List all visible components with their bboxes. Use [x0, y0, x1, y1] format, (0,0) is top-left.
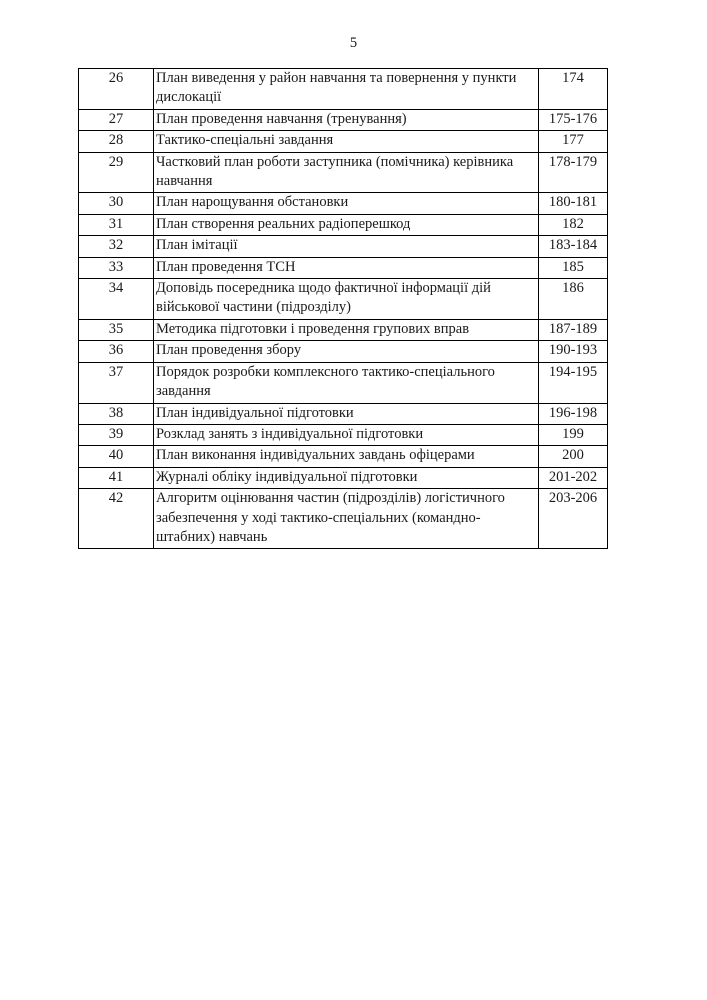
row-title-cell: План проведення збору	[154, 341, 539, 362]
row-number-cell: 29	[79, 152, 154, 193]
table-row	[79, 467, 608, 488]
row-number-cell: 36	[79, 341, 154, 362]
row-number-cell: 42	[79, 489, 154, 549]
row-title-cell: План створення реальних радіоперешкод	[154, 214, 539, 235]
table-row	[79, 152, 608, 193]
row-number-cell: 38	[79, 403, 154, 424]
row-title-cell: План нарощування обстановки	[154, 193, 539, 214]
table-row	[79, 446, 608, 467]
row-title-cell: План проведення навчання (тренування)	[154, 109, 539, 130]
row-pages-cell: 187-189	[539, 319, 608, 340]
row-pages-cell: 178-179	[539, 152, 608, 193]
table-row	[79, 341, 608, 362]
row-number-cell: 27	[79, 109, 154, 130]
row-number-cell: 40	[79, 446, 154, 467]
table-row	[79, 403, 608, 424]
table-row	[79, 131, 608, 152]
row-title-cell: Розклад занять з індивідуальної підготовки	[154, 424, 539, 445]
table-row	[79, 236, 608, 257]
row-pages-cell: 200	[539, 446, 608, 467]
table-row	[79, 424, 608, 445]
row-number-cell: 39	[79, 424, 154, 445]
table-row	[79, 109, 608, 130]
row-title-cell: План індивідуальної підготовки	[154, 403, 539, 424]
row-pages-cell: 175-176	[539, 109, 608, 130]
table-row	[79, 193, 608, 214]
row-pages-cell: 177	[539, 131, 608, 152]
row-number-cell: 33	[79, 257, 154, 278]
row-title-cell: Частковий план роботи заступника (помічника) керівника навчання	[154, 152, 539, 193]
row-number-cell: 30	[79, 193, 154, 214]
row-number-cell: 37	[79, 362, 154, 403]
row-number-cell: 32	[79, 236, 154, 257]
row-pages-cell: 196-198	[539, 403, 608, 424]
row-pages-cell: 180-181	[539, 193, 608, 214]
table-row	[79, 319, 608, 340]
page-number: 5	[349, 35, 358, 51]
row-pages-cell: 185	[539, 257, 608, 278]
row-title-cell: Методика підготовки і проведення групових вправ	[154, 319, 539, 340]
table-row	[79, 69, 608, 110]
row-title-cell: План виведення у район навчання та повернення у пункти дислокації	[154, 69, 539, 110]
row-pages-cell: 201-202	[539, 467, 608, 488]
row-number-cell: 34	[79, 279, 154, 320]
toc-table	[78, 68, 608, 549]
row-title-cell: Алгоритм оцінювання частин (підрозділів) логістичного забезпечення у ході тактико-спеціальних (командно-штабних) навчань	[154, 489, 539, 549]
row-number-cell: 26	[79, 69, 154, 110]
row-pages-cell: 203-206	[539, 489, 608, 549]
row-title-cell: Доповідь посередника щодо фактичної інформації дій військової частини (підрозділу)	[154, 279, 539, 320]
table-row	[79, 214, 608, 235]
row-title-cell: Журналі обліку індивідуальної підготовки	[154, 467, 539, 488]
toc-table-body	[79, 69, 608, 549]
row-pages-cell: 182	[539, 214, 608, 235]
row-pages-cell: 199	[539, 424, 608, 445]
row-number-cell: 31	[79, 214, 154, 235]
table-row	[79, 257, 608, 278]
row-pages-cell: 186	[539, 279, 608, 320]
row-title-cell: Порядок розробки комплексного тактико-спеціального завдання	[154, 362, 539, 403]
row-title-cell: План проведення ТСН	[154, 257, 539, 278]
row-number-cell: 28	[79, 131, 154, 152]
table-row	[79, 489, 608, 549]
row-number-cell: 35	[79, 319, 154, 340]
row-title-cell: Тактико-спеціальні завдання	[154, 131, 539, 152]
row-pages-cell: 174	[539, 69, 608, 110]
row-number-cell: 41	[79, 467, 154, 488]
table-row	[79, 362, 608, 403]
row-pages-cell: 194-195	[539, 362, 608, 403]
row-pages-cell: 190-193	[539, 341, 608, 362]
row-pages-cell: 183-184	[539, 236, 608, 257]
row-title-cell: План імітації	[154, 236, 539, 257]
table-row	[79, 279, 608, 320]
row-title-cell: План виконання індивідуальних завдань офіцерами	[154, 446, 539, 467]
